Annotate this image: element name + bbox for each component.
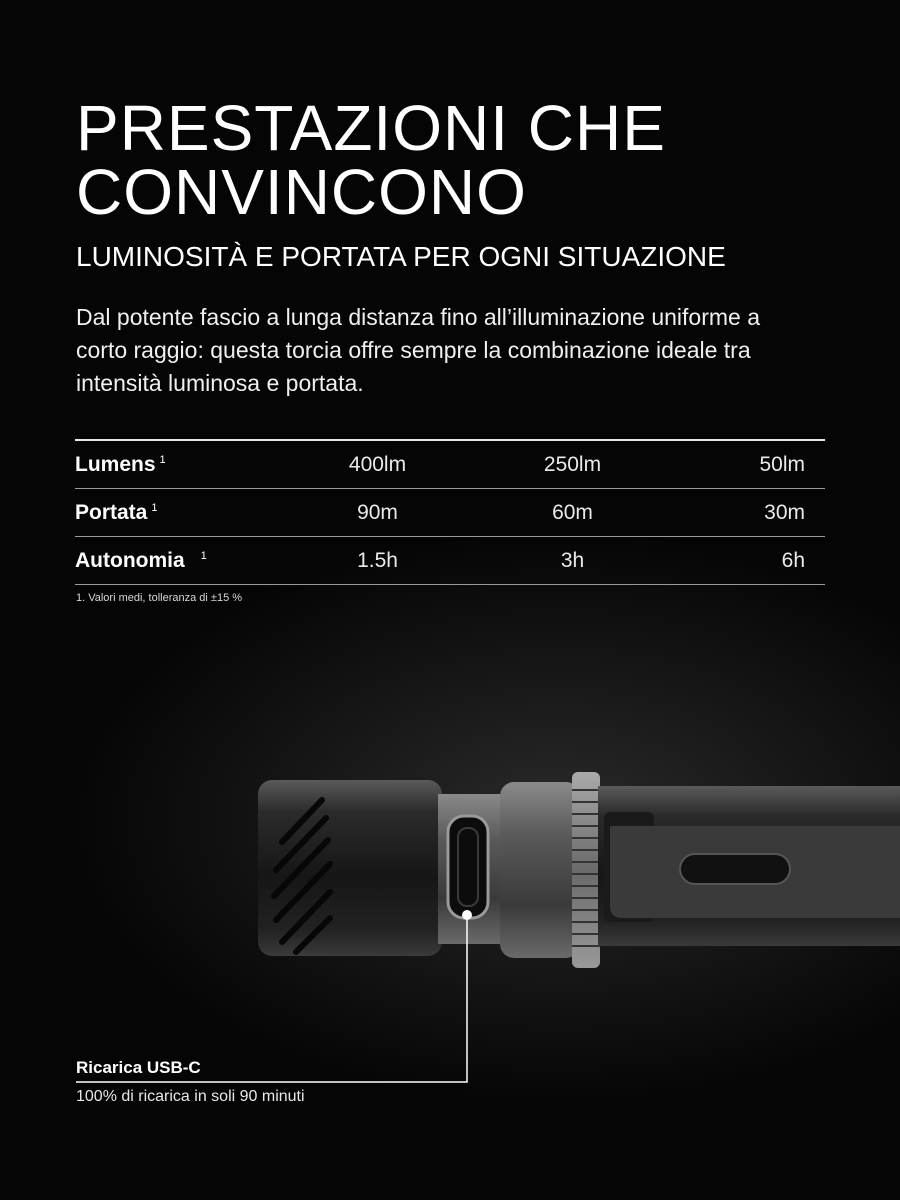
usb-c-port-icon <box>448 816 488 918</box>
page-subtitle: LUMINOSITÀ E PORTATA PER OGNI SITUAZIONE <box>76 241 726 272</box>
table-row <box>75 441 825 489</box>
row-label <box>75 549 310 573</box>
table-cell: 30m <box>764 500 805 524</box>
specs-table <box>75 439 825 585</box>
footnote-marker: 1 <box>151 501 158 514</box>
flashlight-collar <box>500 772 600 968</box>
footnote-marker: 1 <box>200 549 207 562</box>
callout-text: 100% di ricarica in soli 90 minuti <box>76 1088 305 1105</box>
table-cell: 3h <box>560 548 585 572</box>
footnote-marker: 1 <box>159 453 166 466</box>
table-cell: 90m <box>357 500 398 524</box>
row-label <box>75 501 310 525</box>
intro-paragraph: Dal potente fascio a lunga distanza fino all’illuminazione uniforme a corto raggio: questa torcia offre sempre la combinazione ideale tra intensità luminosa e portata. <box>76 304 761 396</box>
callout-title: Ricarica USB-C <box>76 1058 201 1077</box>
table-cell: 400lm <box>348 452 407 476</box>
table-cell: 60m <box>552 500 593 524</box>
row-label <box>75 453 310 477</box>
table-cell: 1.5h <box>357 548 398 572</box>
flashlight-body <box>598 786 900 946</box>
flashlight-neck <box>438 794 508 944</box>
table-footnote: 1. Valori medi, tolleranza di ±15 % <box>76 592 243 604</box>
row-label-text: Autonomia <box>75 548 185 572</box>
row-label-text: Portata <box>75 500 148 524</box>
table-row <box>75 537 825 585</box>
table-cell: 50lm <box>759 452 805 476</box>
table-row <box>75 489 825 537</box>
page-title: PRESTAZIONI CHE CONVINCONO <box>76 92 666 228</box>
table-cell: 6h <box>781 548 805 572</box>
table-cell: 250lm <box>543 452 602 476</box>
row-label-text: Lumens <box>75 452 156 476</box>
flashlight-head <box>258 780 442 956</box>
